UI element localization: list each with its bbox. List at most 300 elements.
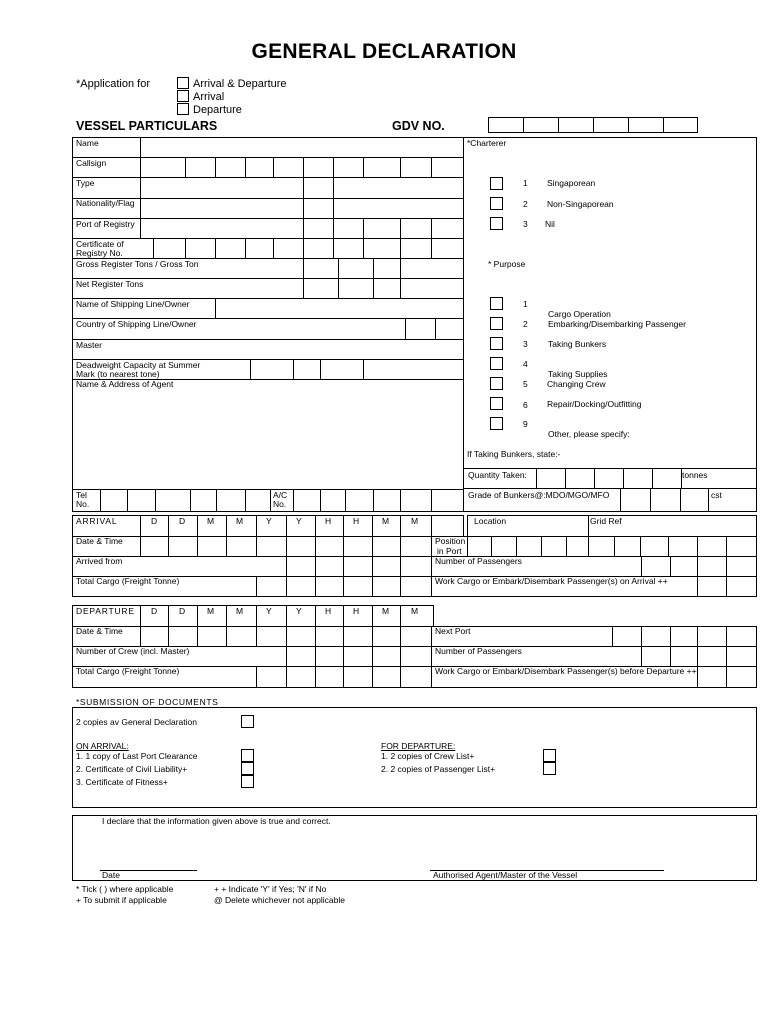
charterer-num-1: 1	[523, 178, 528, 188]
position-label-1: Position	[435, 536, 466, 546]
location-label: Location	[474, 516, 507, 526]
charterer-label: *Charterer	[467, 138, 507, 148]
purpose-checkbox-6[interactable]	[490, 397, 503, 410]
grid-line	[226, 515, 227, 537]
page-title: GENERAL DECLARATION	[251, 40, 517, 63]
date-cell-label: M	[207, 516, 215, 526]
grid-line	[197, 626, 198, 647]
nationality-label: Nationality/Flag	[76, 198, 135, 208]
grid-line	[697, 646, 698, 667]
grid-line	[363, 238, 364, 259]
grid-line	[536, 468, 537, 489]
arrival-checkbox[interactable]	[177, 90, 189, 102]
grid-line	[652, 468, 653, 489]
grid-line	[726, 556, 727, 577]
grid-line	[343, 536, 344, 557]
grid-line	[756, 137, 757, 512]
grid-line	[226, 605, 227, 627]
grid-line	[612, 626, 613, 647]
date-cell-label: Y	[266, 606, 272, 616]
grid-line	[197, 536, 198, 557]
ac-label-1: A/C	[273, 490, 288, 500]
grid-line	[431, 626, 432, 647]
grid-line	[373, 278, 374, 299]
arrival-label: Arrival	[193, 91, 225, 103]
grid-line	[614, 536, 615, 557]
purpose-num-1: 1	[523, 299, 528, 309]
purpose-taking-bunkers: Taking Bunkers	[548, 339, 607, 349]
date-cell-label: Y	[266, 516, 272, 526]
arrival-work-cargo-label: Work Cargo or Embark/Disembark Passenger(s) on Arrival ++	[435, 576, 668, 586]
grid-line	[270, 489, 271, 512]
grid-line	[72, 707, 73, 808]
grid-line	[72, 687, 757, 688]
purpose-checkbox-2[interactable]	[490, 317, 503, 330]
grid-line	[565, 468, 566, 489]
grid-line	[315, 576, 316, 597]
grid-line	[363, 157, 364, 178]
date-cell-label: H	[353, 516, 360, 526]
grid-line	[726, 666, 727, 688]
grid-line	[333, 157, 334, 178]
footnote-indicate: + + Indicate 'Y' if Yes; 'N' if No	[214, 884, 327, 894]
date-cell-label: D	[151, 516, 158, 526]
footnote-delete: @ Delete whichever not applicable	[214, 895, 346, 905]
on-arrival-heading: ON ARRIVAL:	[76, 741, 129, 751]
shipping-line-label: Name of Shipping Line/Owner	[76, 299, 190, 309]
arrived-from-label: Arrived from	[76, 556, 123, 566]
grid-line	[333, 177, 334, 199]
grid-line	[400, 157, 401, 178]
grid-line	[588, 536, 589, 557]
grid-line	[303, 258, 304, 279]
grid-line	[168, 536, 169, 557]
grid-line	[566, 536, 567, 557]
grid-line	[650, 488, 651, 512]
tel-label-1: Tel	[76, 490, 87, 500]
grid-line	[338, 258, 339, 279]
next-port-label: Next Port	[435, 626, 471, 636]
charterer-non-singaporean: Non-Singaporean	[547, 199, 614, 209]
grid-line	[190, 489, 191, 512]
grid-line	[400, 605, 401, 627]
grid-line	[185, 157, 186, 178]
grid-line	[372, 605, 373, 627]
agent-label: Name & Address of Agent	[76, 379, 174, 389]
grid-line	[140, 198, 141, 219]
grid-line	[640, 536, 641, 557]
grid-line	[431, 556, 432, 577]
grid-line	[697, 626, 698, 647]
callsign-label: Callsign	[76, 158, 107, 168]
purpose-num-3: 3	[523, 339, 528, 349]
grid-line	[431, 218, 432, 239]
grid-line	[516, 536, 517, 557]
date-cell-label: D	[179, 606, 186, 616]
grid-line	[140, 218, 141, 239]
grid-line	[373, 258, 374, 279]
grid-line	[400, 666, 401, 688]
arrival-total-cargo-label: Total Cargo (Freight Tonne)	[76, 576, 180, 586]
grid-line	[668, 536, 669, 557]
grid-line	[435, 318, 436, 340]
grid-line	[523, 117, 524, 133]
grid-line	[303, 218, 304, 239]
charterer-singaporean: Singaporean	[547, 178, 596, 188]
purpose-checkbox-7[interactable]	[490, 417, 503, 430]
charterer-checkbox-3[interactable]	[490, 217, 503, 230]
grid-line	[726, 576, 727, 597]
grid-line	[140, 605, 141, 627]
crew-count-label: Number of Crew (incl. Master)	[76, 646, 190, 656]
grid-line	[286, 626, 287, 647]
grid-line	[315, 515, 316, 537]
grid-line	[491, 536, 492, 557]
grid-line	[400, 626, 401, 647]
grid-line	[431, 515, 432, 537]
purpose-checkbox-1[interactable]	[490, 297, 503, 310]
grid-line	[620, 488, 621, 512]
arrival-passengers-label: Number of Passengers	[435, 556, 522, 566]
departure-passengers-label: Number of Passengers	[435, 646, 522, 656]
grid-line	[373, 489, 374, 512]
grid-line	[343, 666, 344, 688]
grid-line	[273, 157, 274, 178]
grid-line	[72, 157, 464, 158]
grid-line	[558, 117, 559, 133]
purpose-other: Other, please specify:	[548, 429, 630, 439]
grid-line	[726, 646, 727, 667]
grid-line	[286, 666, 287, 688]
grid-line	[168, 605, 169, 627]
grid-line	[431, 576, 432, 597]
charterer-nil: Nil	[545, 219, 555, 229]
date-cell-label: D	[151, 606, 158, 616]
grid-line	[333, 238, 334, 259]
grid-line	[400, 515, 401, 537]
date-cell-label: M	[411, 606, 419, 616]
grid-line	[343, 556, 344, 577]
grid-line	[756, 707, 757, 808]
grid-line	[320, 359, 321, 380]
departure-date-time-label: Date & Time	[76, 626, 123, 636]
date-cell-label: Y	[296, 606, 302, 616]
grid-line	[670, 626, 671, 647]
fitness-certificate-checkbox[interactable]	[241, 775, 254, 788]
grid-line	[697, 556, 698, 577]
position-label-2: in Port	[437, 546, 462, 556]
grid-line	[168, 626, 169, 647]
grid-line	[72, 880, 757, 881]
grid-line	[72, 511, 757, 512]
country-line-label: Country of Shipping Line/Owner	[76, 319, 197, 329]
purpose-repair: Repair/Docking/Outfitting	[547, 399, 642, 409]
grid-line	[140, 626, 141, 647]
civil-liability-checkbox[interactable]	[241, 762, 254, 775]
gdv-no-label: GDV NO.	[392, 119, 445, 133]
grid-line	[320, 489, 321, 512]
purpose-checkbox-4[interactable]	[490, 357, 503, 370]
grid-line	[197, 515, 198, 537]
grid-line	[197, 605, 198, 627]
date-cell-label: M	[236, 606, 244, 616]
grid-line	[588, 515, 589, 537]
grid-line	[215, 298, 216, 319]
grid-line	[286, 536, 287, 557]
grid-line	[286, 515, 287, 537]
grid-line	[333, 198, 334, 219]
tonnes-label: tonnes	[682, 470, 708, 480]
grid-line	[431, 666, 432, 688]
date-cell-label: M	[236, 516, 244, 526]
crew-list-checkbox[interactable]	[543, 749, 556, 762]
grid-line	[670, 646, 671, 667]
grid-line	[400, 646, 401, 667]
grid-line	[72, 238, 464, 239]
cst-label: cst	[711, 490, 722, 500]
date-cell-label: M	[207, 606, 215, 616]
grid-line	[72, 707, 757, 708]
arrival-date-time-label: Date & Time	[76, 536, 123, 546]
grid-line	[315, 536, 316, 557]
charterer-num-2: 2	[523, 199, 528, 209]
last-port-clearance-checkbox[interactable]	[241, 749, 254, 762]
grid-line	[256, 515, 257, 537]
footnote-submit: + To submit if applicable	[76, 895, 167, 905]
grid-line	[72, 596, 757, 597]
arrival-departure-checkbox[interactable]	[177, 77, 189, 89]
arrival-doc-1: 1. 1 copy of Last Port Clearance	[76, 751, 198, 761]
grid-line	[72, 605, 73, 688]
purpose-num-4: 4	[523, 359, 528, 369]
grid-line	[641, 626, 642, 647]
grid-line	[697, 666, 698, 688]
declaration-text: I declare that the information given above is true and correct.	[102, 816, 331, 826]
grid-line	[303, 157, 304, 178]
grid-line	[140, 157, 141, 178]
master-label: Master	[76, 340, 102, 350]
for-departure-heading: FOR DEPARTURE:	[381, 741, 456, 751]
date-cell-label: H	[325, 606, 332, 616]
grid-line	[315, 646, 316, 667]
grid-line	[303, 198, 304, 219]
purpose-num-6: 6	[523, 400, 528, 410]
grid-line	[256, 576, 257, 597]
date-cell-label: Y	[296, 516, 302, 526]
charterer-checkbox-1[interactable]	[490, 177, 503, 190]
grid-line	[303, 238, 304, 259]
grid-line	[343, 515, 344, 537]
purpose-taking-supplies: Taking Supplies	[548, 369, 608, 379]
grid-line	[363, 218, 364, 239]
deadweight-label-2: Mark (to nearest tone)	[76, 369, 160, 379]
grid-line	[670, 556, 671, 577]
grid-line	[333, 218, 334, 239]
grid-line	[433, 605, 434, 627]
grid-line	[315, 626, 316, 647]
purpose-label: * Purpose	[488, 259, 526, 269]
grid-line	[623, 468, 624, 489]
grid-line	[372, 576, 373, 597]
grid-line	[245, 157, 246, 178]
departure-doc-1: 1. 2 copies of Crew List+	[381, 751, 475, 761]
grid-line	[72, 137, 757, 138]
grid-line	[400, 218, 401, 239]
purpose-num-9: 9	[523, 419, 528, 429]
gd-copies-checkbox[interactable]	[241, 715, 254, 728]
grid-line	[726, 536, 727, 557]
grid-line	[100, 489, 101, 512]
grid-line	[467, 515, 468, 537]
grid-line	[250, 359, 251, 380]
grid-line	[256, 605, 257, 627]
grid-line	[697, 117, 698, 133]
grid-line	[593, 117, 594, 133]
grid-line	[641, 646, 642, 667]
port-registry-label: Port of Registry	[76, 219, 135, 229]
grid-line	[400, 489, 401, 512]
grid-line	[215, 157, 216, 178]
grid-line	[140, 137, 141, 158]
grid-line	[372, 626, 373, 647]
grid-line	[400, 258, 401, 279]
grid-line	[400, 536, 401, 557]
grid-line	[400, 576, 401, 597]
date-cell-label: M	[411, 516, 419, 526]
date-cell-label: D	[179, 516, 186, 526]
grid-line	[372, 536, 373, 557]
grid-line	[463, 488, 757, 489]
grid-line	[273, 238, 274, 259]
vessel-particulars-heading: VESSEL PARTICULARS	[76, 119, 218, 133]
departure-work-cargo-label: Work Cargo or Embark/Disembark Passenger(s) before Departure ++	[435, 666, 697, 676]
purpose-cargo-operation: Cargo Operation	[548, 309, 611, 319]
grid-line	[343, 626, 344, 647]
grid-line	[431, 157, 432, 178]
grid-line	[286, 605, 287, 627]
purpose-num-5: 5	[523, 379, 528, 389]
grid-line	[467, 536, 468, 557]
grid-line	[72, 177, 464, 178]
quantity-taken-label: Quantity Taken:	[468, 470, 527, 480]
bunkers-state-label: If Taking Bunkers, state:-	[467, 449, 561, 459]
grid-line	[431, 536, 432, 557]
grid-line	[463, 515, 464, 537]
purpose-embarking: Embarking/Disembarking Passenger	[548, 319, 686, 329]
purpose-changing-crew: Changing Crew	[547, 379, 606, 389]
arrival-heading: ARRIVAL	[76, 516, 118, 526]
purpose-checkbox-3[interactable]	[490, 337, 503, 350]
purpose-num-2: 2	[523, 319, 528, 329]
grid-line	[315, 556, 316, 577]
grid-line	[303, 177, 304, 199]
grid-line	[256, 666, 257, 688]
grid-line	[127, 489, 128, 512]
grid-line	[315, 605, 316, 627]
cert-registry-label-1: Certificate of	[76, 239, 124, 249]
footnote-tick: * Tick ( ) where applicable	[76, 884, 174, 894]
date-cell-label: H	[353, 606, 360, 616]
grid-line	[345, 489, 346, 512]
grid-line	[140, 536, 141, 557]
charterer-checkbox-2[interactable]	[490, 197, 503, 210]
date-cell-label: M	[382, 516, 390, 526]
grid-line	[256, 536, 257, 557]
grid-line	[372, 515, 373, 537]
grid-line	[226, 536, 227, 557]
grid-line	[286, 646, 287, 667]
gross-tons-label: Gross Register Tons / Gross Ton	[76, 259, 199, 269]
grid-line	[155, 489, 156, 512]
grid-ref-label: Grid Ref	[590, 516, 622, 526]
grid-line	[488, 117, 489, 133]
date-label: Date	[102, 870, 120, 880]
arrival-departure-label: Arrival & Departure	[193, 78, 287, 90]
type-label: Type	[76, 178, 95, 188]
grid-line	[372, 556, 373, 577]
purpose-checkbox-5[interactable]	[490, 377, 503, 390]
grid-line	[400, 556, 401, 577]
grid-line	[697, 576, 698, 597]
arrival-doc-3: 3. Certificate of Fitness+	[76, 777, 168, 787]
grid-line	[400, 238, 401, 259]
date-cell-label: H	[325, 516, 332, 526]
grid-line	[153, 238, 154, 259]
grid-line	[245, 489, 246, 512]
grid-line	[641, 556, 642, 577]
grid-line	[140, 177, 141, 199]
grid-line	[286, 576, 287, 597]
copies-gd-label: 2 copies av General Declaration	[76, 717, 197, 727]
grid-line	[594, 468, 595, 489]
deadweight-label-1: Deadweight Capacity at Summer	[76, 360, 201, 370]
departure-label: Departure	[193, 104, 242, 116]
grid-line	[628, 117, 629, 133]
grid-line	[72, 536, 757, 537]
grid-line	[256, 626, 257, 647]
grid-line	[756, 815, 757, 881]
grid-line	[400, 278, 401, 299]
departure-total-cargo-label: Total Cargo (Freight Tonne)	[76, 666, 180, 676]
grid-line	[363, 359, 364, 380]
grid-line	[541, 536, 542, 557]
grid-line	[405, 318, 406, 340]
grid-line	[315, 666, 316, 688]
grid-line	[431, 238, 432, 259]
net-tons-label: Net Register Tons	[76, 279, 144, 289]
grid-line	[726, 626, 727, 647]
grade-bunkers-label: Grade of Bunkers@:MDO/MGO/MFO	[468, 490, 610, 500]
grid-line	[72, 515, 73, 597]
grid-line	[756, 626, 757, 688]
grid-line	[303, 278, 304, 299]
application-label: *Application for	[76, 78, 150, 90]
signatory-label: Authorised Agent/Master of the Vessel	[433, 870, 578, 880]
grid-line	[663, 117, 664, 133]
departure-heading: DEPARTURE	[76, 606, 135, 616]
grid-line	[72, 489, 464, 490]
grid-line	[72, 626, 757, 627]
passenger-list-checkbox[interactable]	[543, 762, 556, 775]
grid-line	[286, 556, 287, 577]
charterer-num-3: 3	[523, 219, 528, 229]
grid-line	[140, 515, 141, 537]
grid-line	[72, 556, 757, 557]
grid-line	[185, 238, 186, 259]
grid-line	[215, 238, 216, 259]
departure-checkbox[interactable]	[177, 103, 189, 115]
grid-line	[697, 536, 698, 557]
